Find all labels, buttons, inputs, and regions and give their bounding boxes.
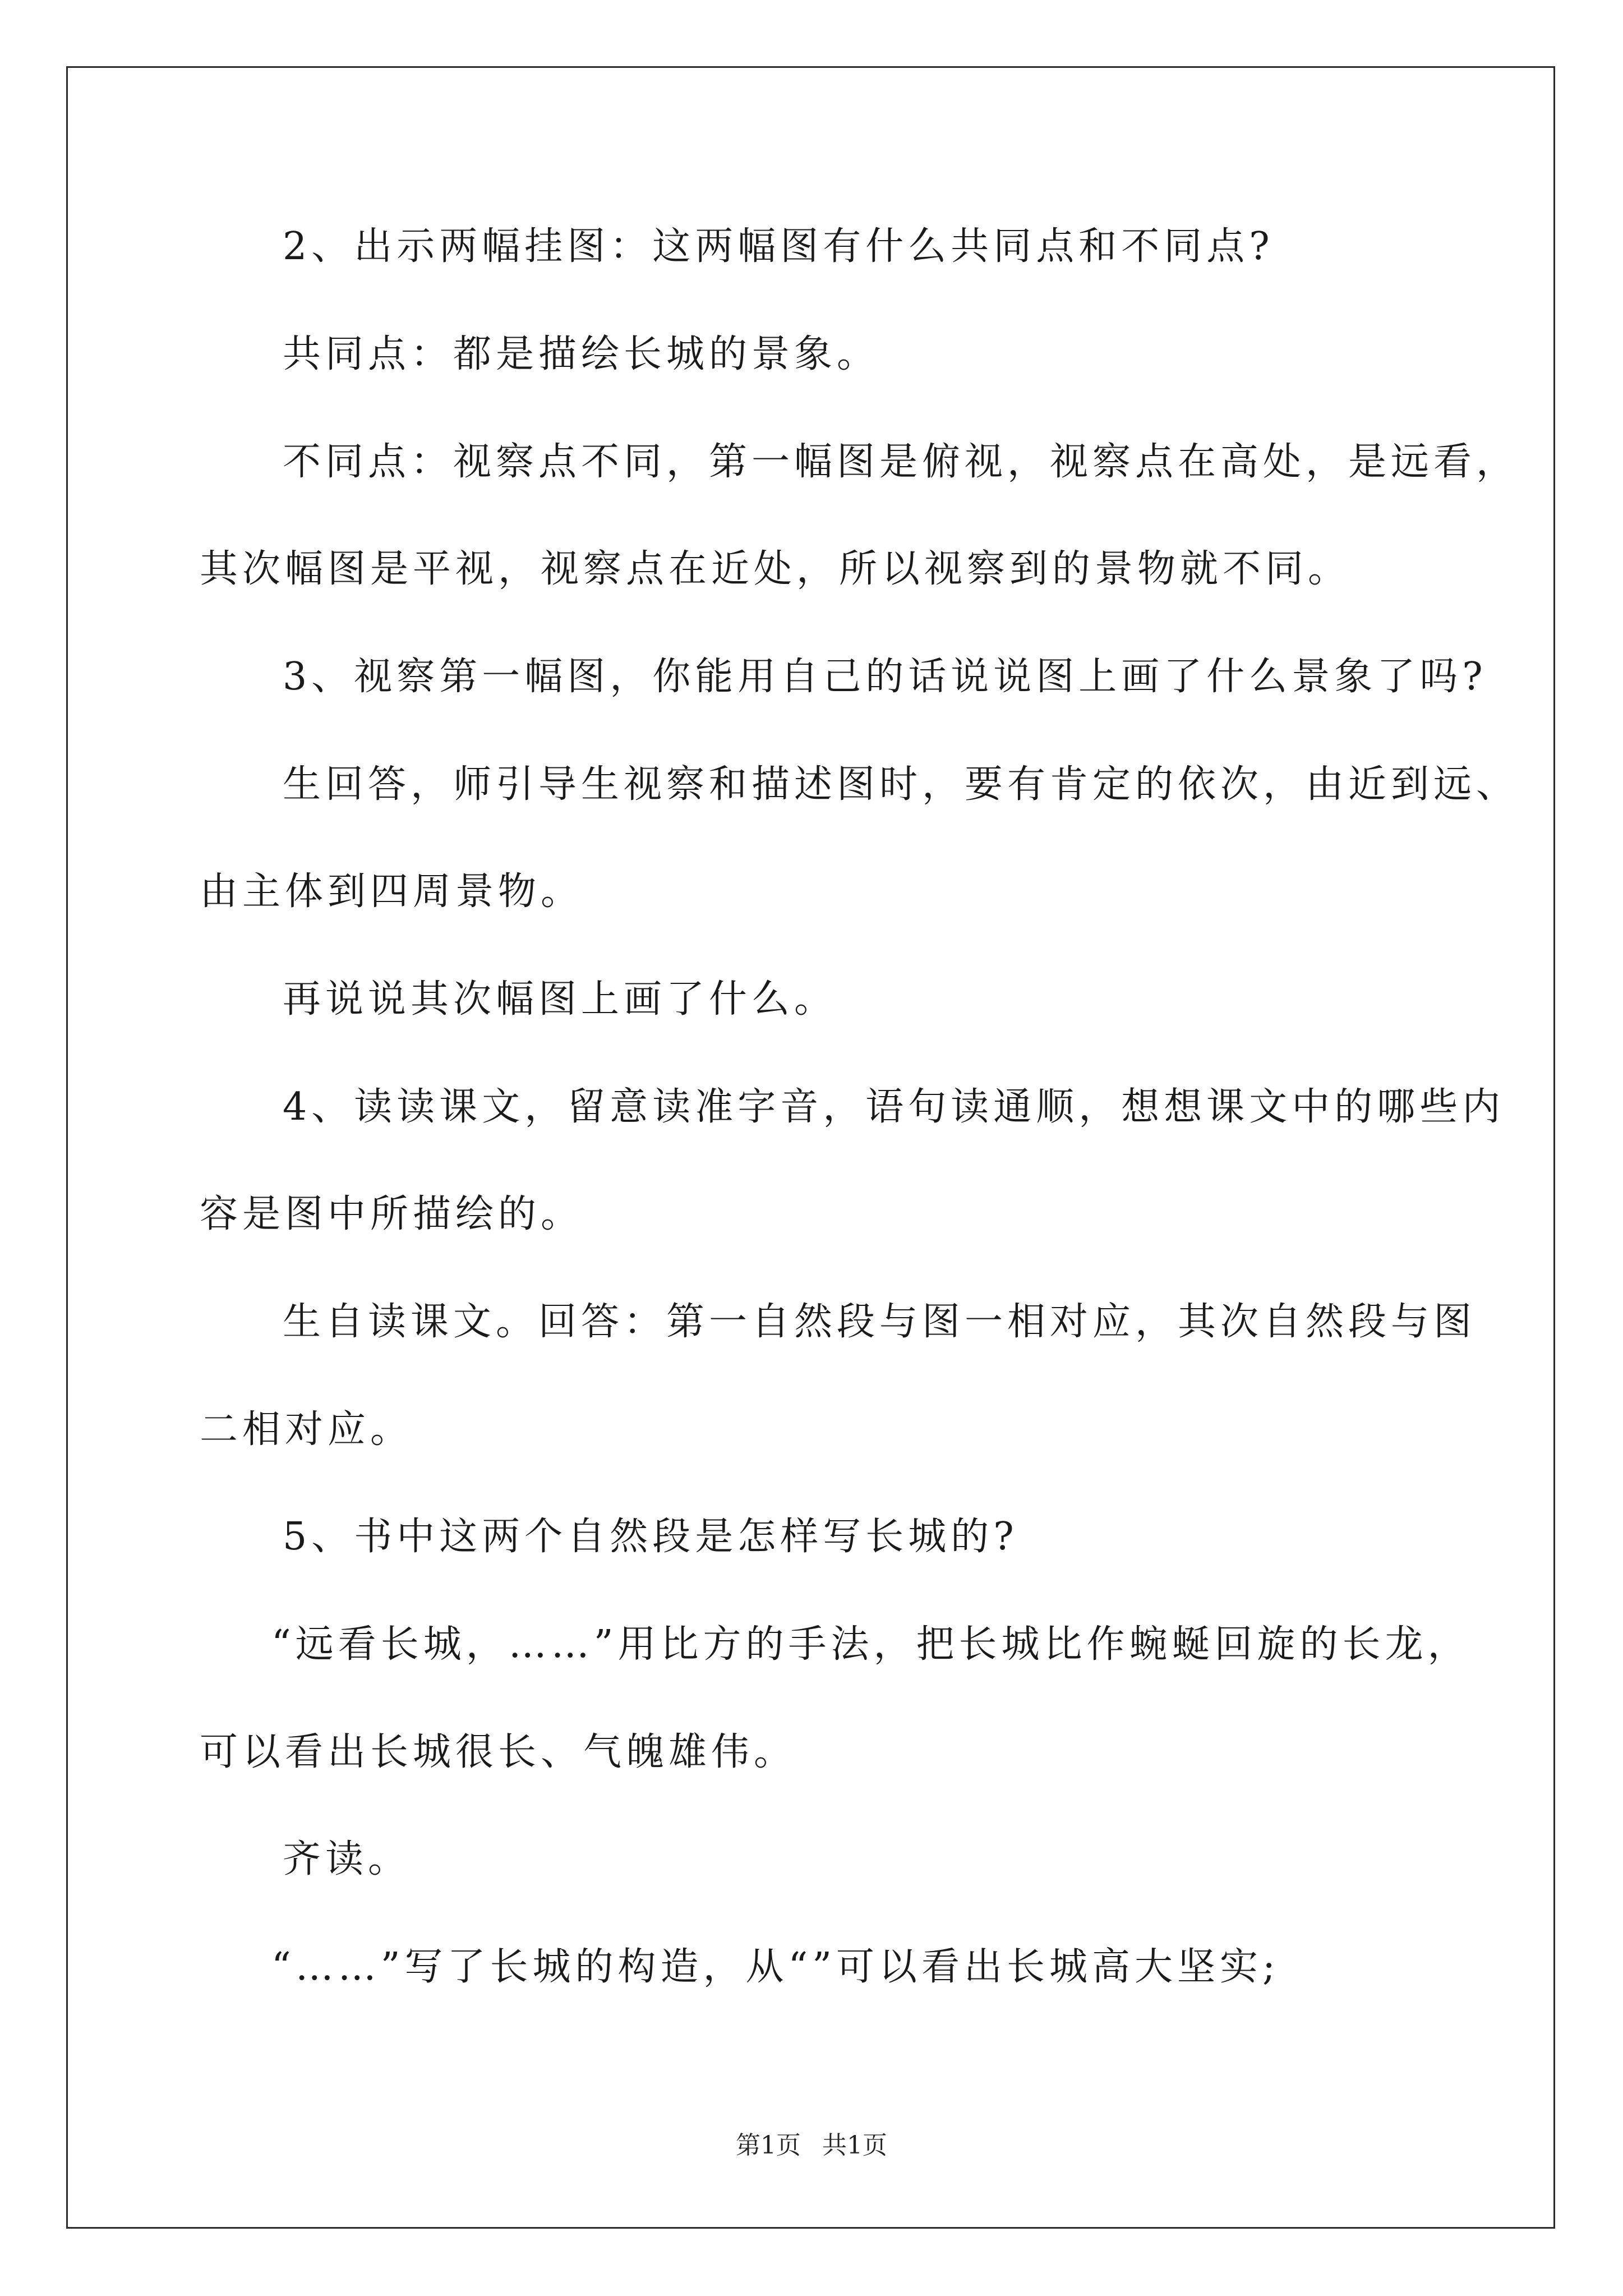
paragraph-line: 2、出示两幅挂图：这两幅图有什么共同点和不同点? xyxy=(283,224,1274,269)
paragraph-line: “……”写了长城的构造，从“”可以看出长城高大坚实; xyxy=(271,1945,1280,1989)
paragraph-line: 容是图中所描绘的。 xyxy=(200,1192,584,1236)
page-number: 第1页 xyxy=(736,2131,801,2160)
paragraph-line: 共同点：都是描绘长城的景象。 xyxy=(283,332,880,376)
paragraph-line: 再说说其次幅图上画了什么。 xyxy=(283,977,837,1022)
page-footer xyxy=(0,2129,1623,2162)
paragraph-line: 4、读读课文，留意读准字音，语句读通顺，想想课文中的哪些内 xyxy=(283,1085,1505,1129)
paragraph-line: 其次幅图是平视，视察点在近处，所以视察到的景物就不同。 xyxy=(200,547,1351,591)
paragraph-line: 不同点：视察点不同，第一幅图是俯视，视察点在高处，是远看， xyxy=(283,440,1519,484)
paragraph-line: 生回答，师引导生视察和描述图时，要有肯定的依次，由近到远、 xyxy=(283,762,1519,807)
paragraph-line: 齐读。 xyxy=(283,1837,411,1881)
paragraph-line: “远看长城，……”用比方的手法，把长城比作蜿蜒回旋的长龙， xyxy=(271,1622,1470,1667)
paragraph-line: 由主体到四周景物。 xyxy=(200,869,584,914)
paragraph-line: 3、视察第一幅图，你能用自己的话说说图上画了什么景象了吗? xyxy=(283,655,1487,699)
paragraph-line: 5、书中这两个自然段是怎样写长城的? xyxy=(283,1515,1018,1559)
paragraph-line: 生自读课文。回答：第一自然段与图一相对应，其次自然段与图 xyxy=(283,1300,1477,1344)
page-total: 共1页 xyxy=(822,2131,887,2160)
paragraph-line: 可以看出长城很长、气魄雄伟。 xyxy=(200,1730,797,1774)
page-border xyxy=(66,66,1555,2229)
paragraph-line: 二相对应。 xyxy=(200,1407,413,1452)
